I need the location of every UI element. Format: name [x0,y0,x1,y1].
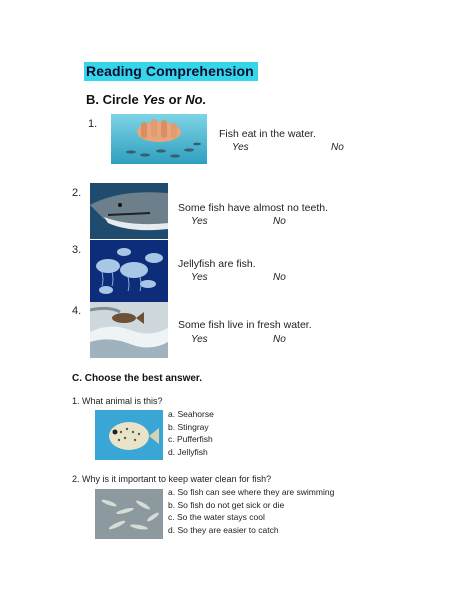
answer-option[interactable]: d. So they are easier to catch [168,524,279,535]
answer-option[interactable]: c. Pufferfish [168,434,213,444]
yes-option-4[interactable]: Yes [191,334,208,345]
item-number: 3. [72,244,82,256]
no-option-4[interactable]: No [273,334,286,345]
answer-option[interactable]: c. So the water stays cool [168,512,265,522]
section-b-heading: B. Circle Yes or No. [86,92,207,107]
yes-option-1[interactable]: Yes [232,142,249,153]
answer-option[interactable]: d. Jellyfish [168,446,208,457]
answer-option[interactable]: b. So fish do not get sick or die [168,499,285,510]
statement-2: Some fish have almost no teeth. [178,202,328,214]
section-c-heading: C. Choose the best answer. [72,373,203,384]
no-option-3[interactable]: No [273,272,286,283]
yes-option-3[interactable]: Yes [191,272,208,283]
statement-4: Some fish live in fresh water. [178,319,312,331]
no-option-2[interactable]: No [273,216,286,227]
answer-option[interactable]: a. So fish can see where they are swimming [168,487,335,497]
jellyfish-image [90,240,168,302]
page-title: Reading Comprehension [84,62,258,81]
fish-feeding-image [111,114,207,164]
pufferfish-image [95,410,163,460]
statement-1: Fish eat in the water. [219,128,316,140]
river-fish-image [90,302,168,358]
question-2-options [168,486,334,536]
shark-image [90,183,168,239]
statement-3: Jellyfish are fish. [178,258,256,270]
question-1: 1. What animal is this? [72,396,163,406]
no-option-1[interactable]: No [331,142,344,153]
question-1-options [168,408,214,458]
dead-fish-image [95,489,163,539]
yes-option-2[interactable]: Yes [191,216,208,227]
question-2: 2. Why is it important to keep water clean for fish? [72,474,272,484]
answer-option[interactable]: b. Stingray [168,421,209,432]
item-number: 4. [72,305,82,317]
answer-option[interactable]: a. Seahorse [168,409,214,419]
item-number: 2. [72,187,82,199]
item-number: 1. [88,118,98,130]
